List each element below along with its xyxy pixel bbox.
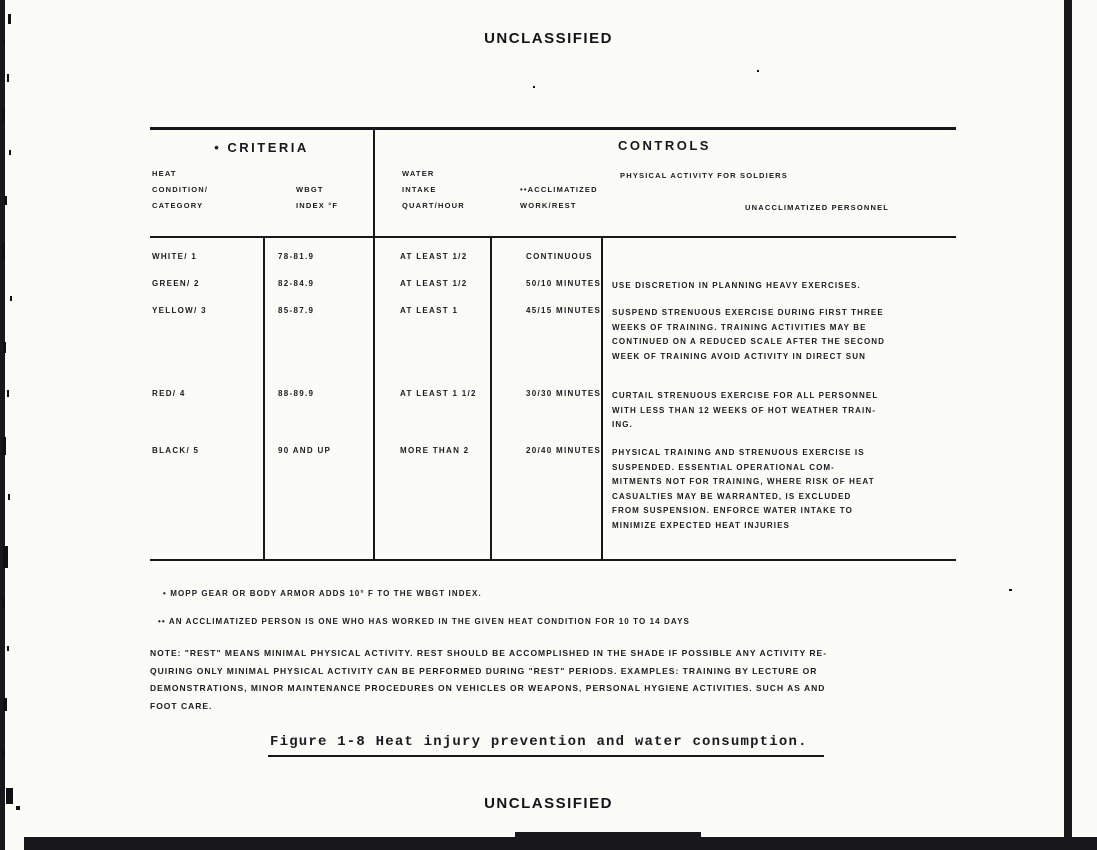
scan-noise-speck xyxy=(7,390,9,397)
cell-activity xyxy=(612,306,885,364)
column-header-physical-activity: PHYSICAL ACTIVITY FOR SOLDIERS xyxy=(620,171,788,180)
column-header-line: WBGT xyxy=(296,185,324,194)
activity-line: CURTAIL STRENUOUS EXERCISE FOR ALL PERSONNEL xyxy=(612,391,879,400)
figure-caption: Figure 1-8 Heat injury prevention and water consumption. xyxy=(268,734,824,757)
activity-line: SUSPENDED. ESSENTIAL OPERATIONAL COM- xyxy=(612,462,835,472)
activity-line: MINIMIZE EXPECTED HEAT INJURIES xyxy=(612,520,790,530)
column-header-water-intake xyxy=(402,166,465,214)
scan-noise-speck xyxy=(1009,589,1012,591)
section-header-controls: CONTROLS xyxy=(618,138,711,153)
column-header-line: WORK/REST xyxy=(520,201,577,210)
column-header-work-rest xyxy=(520,182,598,214)
cell-work-rest: 50/10 MINUTES xyxy=(526,279,602,288)
activity-line: PHYSICAL TRAINING AND STRENUOUS EXERCISE IS xyxy=(612,448,865,457)
cell-heat-category: RED/ 4 xyxy=(152,389,186,398)
cell-water-intake: AT LEAST 1 xyxy=(400,306,459,315)
column-header-line: INDEX °F xyxy=(296,201,339,210)
activity-line: ING. xyxy=(612,420,633,429)
scan-noise-speck xyxy=(7,74,9,82)
table-rule-col1 xyxy=(263,236,265,561)
scan-noise-speck xyxy=(2,437,6,455)
table-rule-bottom xyxy=(150,559,956,561)
cell-heat-category: BLACK/ 5 xyxy=(152,446,200,455)
scan-edge-bottom-blot xyxy=(515,832,701,842)
column-header-unacclimatized: UNACCLIMATIZED PERSONNEL xyxy=(745,203,890,212)
scan-noise-speck xyxy=(2,108,5,122)
activity-line: FROM SUSPENSION. ENFORCE WATER INTAKE TO xyxy=(612,506,853,515)
column-header-line: CATEGORY xyxy=(152,201,204,210)
scan-noise-speck xyxy=(8,494,10,500)
footnote-mopp: • MOPP GEAR OR BODY ARMOR ADDS 10° F TO THE WBGT INDEX. xyxy=(163,589,482,598)
note-line: QUIRING ONLY MINIMAL PHYSICAL ACTIVITY CAN BE PERFORMED DURING "REST" PERIODS. EXAMPLES: TRAINING BY LECTURE OR xyxy=(150,665,818,676)
classification-banner-bottom: UNCLASSIFIED xyxy=(484,795,613,812)
cell-work-rest: 30/30 MINUTES xyxy=(526,389,602,398)
section-header-criteria: • CRITERIA xyxy=(214,140,309,155)
column-header-line: CONDITION/ xyxy=(152,185,209,194)
cell-heat-category: WHITE/ 1 xyxy=(152,252,198,261)
classification-banner-top: UNCLASSIFIED xyxy=(484,30,613,47)
cell-heat-category: YELLOW/ 3 xyxy=(152,306,207,315)
cell-activity xyxy=(612,446,875,533)
note-line: FOOT CARE. xyxy=(150,700,213,711)
column-header-line: ••ACCLIMATIZED xyxy=(520,185,598,194)
column-header-wbgt-index xyxy=(296,182,338,214)
scan-noise-speck xyxy=(2,243,5,259)
column-header-heat-condition xyxy=(152,166,208,214)
scan-noise-speck xyxy=(4,196,7,205)
cell-water-intake: AT LEAST 1/2 xyxy=(400,252,468,261)
activity-line: WEEKS OF TRAINING. TRAINING ACTIVITIES MAY BE xyxy=(612,322,867,332)
activity-line: SUSPEND STRENUOUS EXERCISE DURING FIRST THREE xyxy=(612,308,884,317)
cell-wbgt-index: 90 AND UP xyxy=(278,446,332,455)
scan-noise-speck xyxy=(2,750,5,758)
scan-edge-right xyxy=(1064,0,1072,850)
scan-noise-speck xyxy=(8,14,11,24)
column-header-line: HEAT xyxy=(152,169,177,178)
scan-edge-left xyxy=(0,0,5,850)
cell-wbgt-index: 78-81.9 xyxy=(278,252,315,261)
activity-line: USE DISCRETION IN PLANNING HEAVY EXERCISES. xyxy=(612,281,861,290)
table-rule-col3 xyxy=(490,236,492,561)
footnote-acclimatized: •• AN ACCLIMATIZED PERSON IS ONE WHO HAS WORKED IN THE GIVEN HEAT CONDITION FOR 10 TO 14 DAYS xyxy=(158,617,690,626)
cell-work-rest: 45/15 MINUTES xyxy=(526,306,602,315)
cell-water-intake: MORE THAN 2 xyxy=(400,446,470,455)
activity-line: WITH LESS THAN 12 WEEKS OF HOT WEATHER TRAIN- xyxy=(612,405,877,415)
activity-line: WEEK OF TRAINING AVOID ACTIVITY IN DIRECT SUN xyxy=(612,351,866,361)
column-header-line: QUART/HOUR xyxy=(402,201,465,210)
cell-work-rest: CONTINUOUS xyxy=(526,252,593,261)
column-header-line: INTAKE xyxy=(402,185,437,194)
table-rule-criteria-controls xyxy=(373,127,375,561)
scan-noise-speck xyxy=(757,70,759,72)
activity-line: CONTINUED ON A REDUCED SCALE AFTER THE SECOND xyxy=(612,337,886,346)
scan-noise-speck xyxy=(3,698,7,711)
column-header-line: WATER xyxy=(402,169,435,178)
cell-water-intake: AT LEAST 1/2 xyxy=(400,279,468,288)
scan-noise-speck xyxy=(7,646,9,651)
table-rule-header xyxy=(150,236,956,238)
cell-wbgt-index: 88-89.9 xyxy=(278,389,315,398)
activity-line: MITMENTS NOT FOR TRAINING, WHERE RISK OF HEAT xyxy=(612,477,875,486)
cell-wbgt-index: 85-87.9 xyxy=(278,306,315,315)
cell-heat-category: GREEN/ 2 xyxy=(152,279,200,288)
scan-noise-speck xyxy=(3,342,6,353)
note-line: DEMONSTRATIONS, MINOR MAINTENANCE PROCEDURES ON VEHICLES OR WEAPONS, PERSONAL HYGIENE ACTIVITIES. SUCH AS AND xyxy=(150,683,826,693)
table-rule-col4 xyxy=(601,236,603,561)
activity-line: CASUALTIES MAY BE WARRANTED, IS EXCLUDED xyxy=(612,491,852,501)
table-rule-top xyxy=(150,127,956,130)
note-line: NOTE: "REST" MEANS MINIMAL PHYSICAL ACTIVITY. REST SHOULD BE ACCOMPLISHED IN THE SHADE IF POSSIBLE ANY ACTIVITY RE- xyxy=(150,648,828,658)
scan-noise-speck xyxy=(533,86,535,88)
scan-noise-speck xyxy=(2,598,5,608)
footnote-note xyxy=(150,645,960,715)
scan-noise-speck xyxy=(9,150,11,155)
cell-activity xyxy=(612,279,861,294)
cell-wbgt-index: 82-84.9 xyxy=(278,279,315,288)
cell-water-intake: AT LEAST 1 1/2 xyxy=(400,389,477,398)
cell-activity xyxy=(612,389,878,433)
scan-noise-speck xyxy=(10,296,12,301)
cell-work-rest: 20/40 MINUTES xyxy=(526,446,602,455)
scan-noise-speck xyxy=(3,546,8,568)
